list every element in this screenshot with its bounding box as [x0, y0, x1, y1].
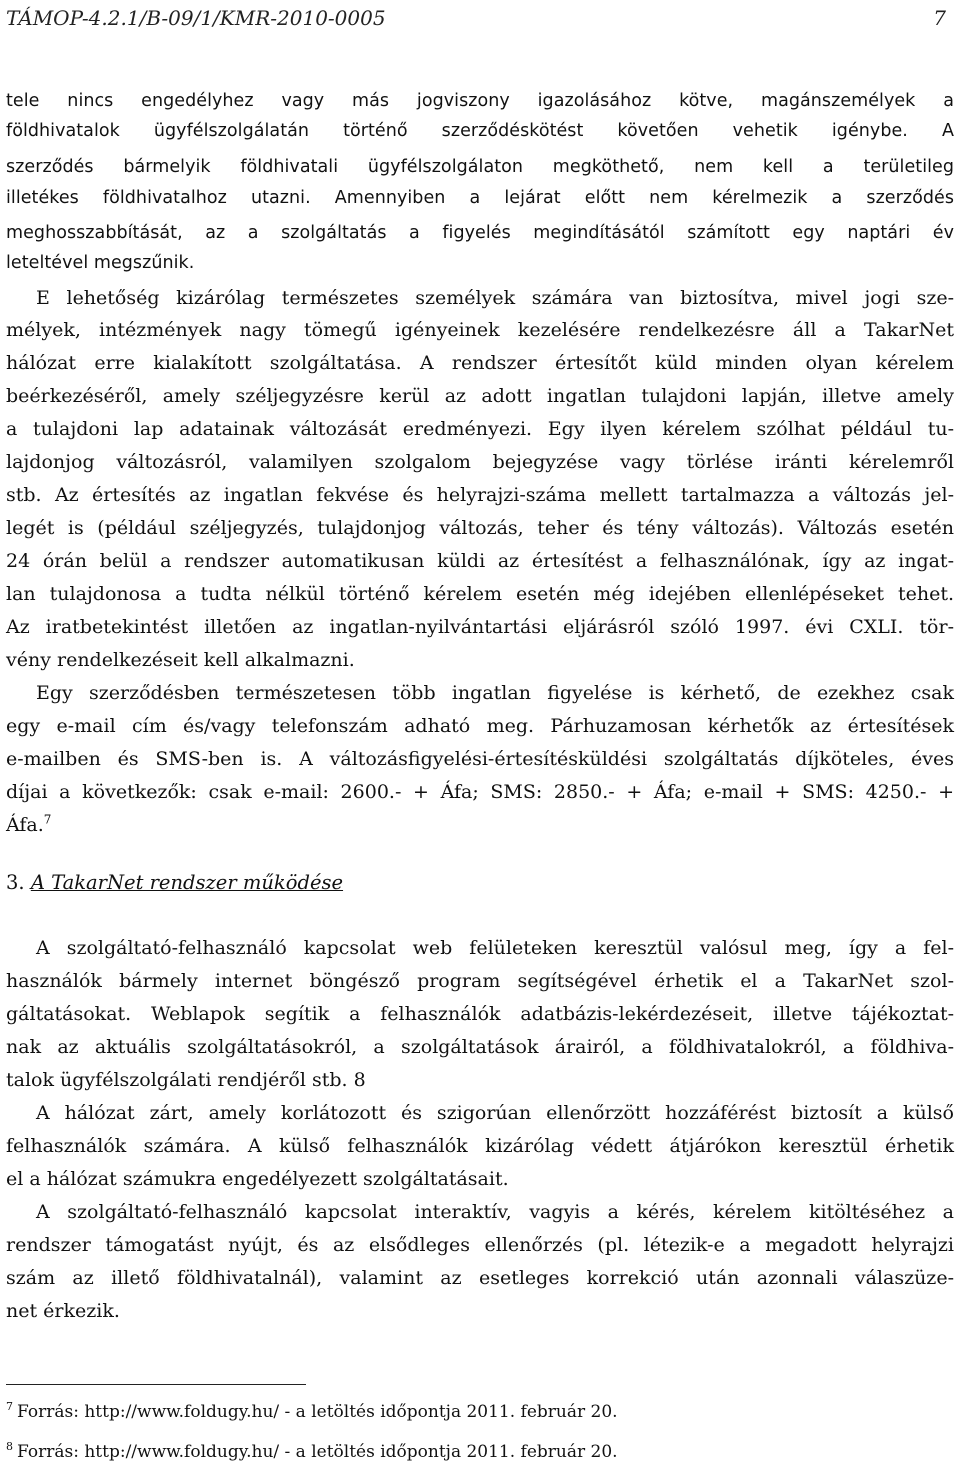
text-line: Az iratbetekintést illetően az ingatlan-nyilvántartási eljárásról szóló 1997. évi CXLI. tör- — [6, 616, 954, 638]
footnote-ref: 7 — [43, 812, 52, 827]
text-line: E lehetőség kizárólag természetes személyek számára van biztosítva, mivel jogi sze- — [36, 287, 954, 309]
text-line: legét is (például széljegyzés, tulajdonjog változás, teher és tény változás). Változás esetén — [6, 517, 954, 539]
text-line: stb. Az értesítés az ingatlan fekvése és helyrajzi-száma mellett tartalmazza a változás jel- — [6, 484, 954, 506]
footnote — [6, 1400, 618, 1424]
text-line: díjai a következők: csak e-mail: 2600.- + Áfa; SMS: 2850.- + Áfa; e-mail + SMS: 4250.- + — [6, 781, 954, 803]
footnote-mark: 8 — [6, 1440, 13, 1454]
page-number: 7 — [933, 6, 946, 30]
text-line: A szolgáltató-felhasználó kapcsolat interaktív, vagyis a kérés, kérelem kitöltéséhez a — [36, 1201, 954, 1223]
text-line: 24 órán belül a rendszer automatikusan küldi az értesítést a felhasználónak, így az ingat- — [6, 550, 954, 572]
text-line: A szolgáltató-felhasználó kapcsolat web felületeken keresztül valósul meg, így a fel- — [36, 937, 954, 959]
text-line: hálózat erre kialakított szolgáltatása. A rendszer értesítőt küld minden olyan kérelem — [6, 352, 954, 374]
text-line: mélyek, intézmények nagy tömegű igényeinek kezelésére rendelkezésre áll a TakarNet — [6, 319, 954, 341]
text-line: A hálózat zárt, amely korlátozott és szigorúan ellenőrzött hozzáférést biztosít a külső — [36, 1102, 954, 1124]
text-line: leteltével megszűnik. — [6, 253, 195, 273]
text-line: földhivatalok ügyfélszolgálatán történő szerződéskötést követően vehetik igénybe. A — [6, 121, 954, 141]
text-line: tele nincs engedélyhez vagy más jogviszony igazolásához kötve, magánszemélyek a — [6, 91, 954, 111]
text-line: lan tulajdonosa a tudta nélkül történő kérelem esetén még idejében ellenlépéseket tehet. — [6, 583, 954, 605]
text-line: szerződés bármelyik földhivatali ügyfélszolgálaton megköthető, nem kell a területileg — [6, 157, 954, 177]
footnote-mark: 7 — [6, 1400, 13, 1414]
text-line: Egy szerződésben természetesen több ingatlan figyelése is kérhető, de ezekhez csak — [36, 682, 954, 704]
footnote — [6, 1440, 618, 1464]
text-line: rendszer támogatást nyújt, és az elsődleges ellenőrzés (pl. létezik-e a megadott helyrajzi — [6, 1234, 954, 1256]
text-line: beérkezéséről, amely széljegyzésre kerül az adott ingatlan tulajdoni lapján, illetve amely — [6, 385, 954, 407]
text-line: net érkezik. — [6, 1300, 120, 1322]
text-line-end: Áfa. — [6, 814, 44, 836]
text-line: gáltatásokat. Weblapok segítik a felhasználók adatbázis-lekérdezéseit, illetve tájékoztat- — [6, 1003, 954, 1025]
footnote-separator — [6, 1384, 306, 1385]
text-line: nak az aktuális szolgáltatásokról, a szolgáltatások árairól, a földhivatalokról, a földhiva- — [6, 1036, 954, 1058]
text-line: talok ügyfélszolgálati rendjéről stb. 8 — [6, 1069, 366, 1091]
text-line: el a hálózat számukra engedélyezett szolgáltatásait. — [6, 1168, 509, 1190]
text-line: egy e-mail cím és/vagy telefonszám adható meg. Párhuzamosan kérhetők az értesítések — [6, 715, 954, 737]
footnote-text: Forrás: http://www.foldugy.hu/ - a letöltés időpontja 2011. február 20. — [17, 1402, 618, 1422]
text-line: felhasználók számára. A külső felhasználók kizárólag védett átjárókon keresztül érhetik — [6, 1135, 954, 1157]
text-line: használók bármely internet böngésző program segítségével érhetik el a TakarNet szol- — [6, 970, 954, 992]
text-line: e-mailben és SMS-ben is. A változásfigyelési-értesítésküldési szolgáltatás díjköteles, éves — [6, 748, 954, 770]
text-line: lajdonjog változásról, valamilyen szolgalom bejegyzése vagy törlése iránti kérelemről — [6, 451, 954, 473]
text-line — [6, 810, 954, 840]
footnote-text: Forrás: http://www.foldugy.hu/ - a letöltés időpontja 2011. február 20. — [17, 1442, 618, 1462]
section-title: A TakarNet rendszer működése — [30, 871, 344, 894]
text-line: a tulajdoni lap adatainak változását eredményezi. Egy ilyen kérelem szólhat például tu- — [6, 418, 954, 440]
project-code: TÁMOP-4.2.1/B-09/1/KMR-2010-0005 — [6, 6, 386, 30]
page-header — [6, 6, 946, 36]
text-line: szám az illető földhivatalnál), valamint az esetleges korrekció után azonnali válaszüze- — [6, 1267, 954, 1289]
text-line: illetékes földhivatalhoz utazni. Amennyiben a lejárat előtt nem kérelmezik a szerződés — [6, 188, 954, 208]
text-line: vény rendelkezéseit kell alkalmazni. — [6, 649, 355, 671]
text-line: meghosszabbítását, az a szolgáltatás a figyelés megindításától számított egy naptári év — [6, 223, 954, 243]
section-heading — [6, 868, 343, 898]
section-number: 3. — [6, 871, 25, 894]
